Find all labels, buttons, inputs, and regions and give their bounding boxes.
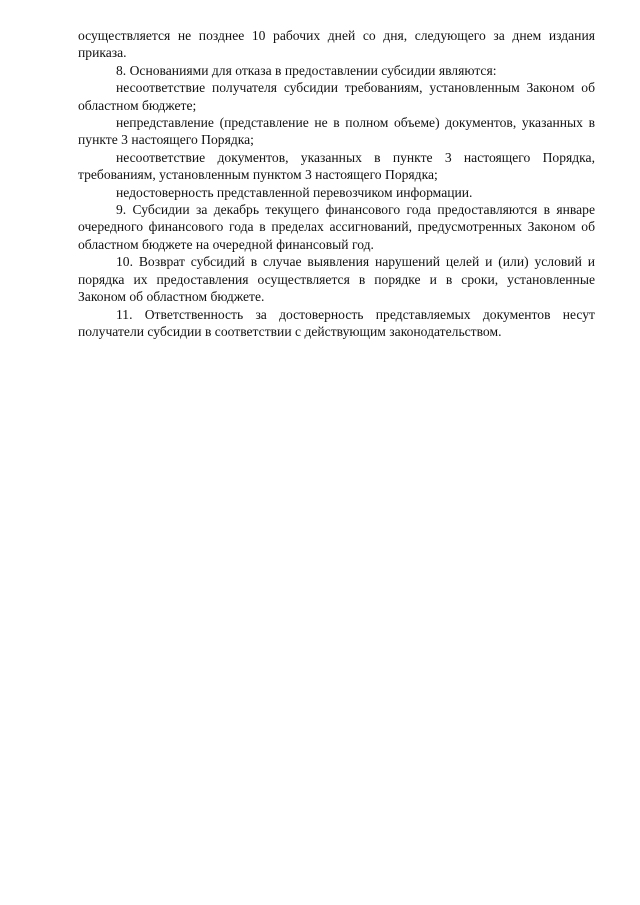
paragraph-reason-documents-mismatch: несоответствие документов, указанных в пункте 3 настоящего Порядка, требованиям, установленным пунктом 3 настоящего Порядка;: [78, 149, 595, 183]
paragraph-reason-nonsubmission: непредставление (представление не в полном объеме) документов, указанных в пункте 3 настоящего Порядка;: [78, 115, 595, 148]
paragraph-item-8: 8. Основаниями для отказа в предоставлении субсидии являются:: [116, 62, 497, 78]
paragraph-item-11: 11. Ответственность за достоверность представляемых документов несут получатели субсидии в соответствии с действующим законодательством.: [78, 306, 595, 339]
paragraph-item-10: 10. Возврат субсидий в случае выявления нарушений целей и (или) условий и порядка их предоставления осуществляется в порядке и в сроки, установленные Законом об областном бюджете.: [78, 254, 595, 305]
document-page: [78, 27, 595, 340]
paragraph-continuation: осуществляется не позднее 10 рабочих дней со дня, следующего за днем издания приказа.: [78, 28, 595, 61]
paragraph-reason-unreliable-info: недостоверность представленной перевозчиком информации.: [116, 184, 473, 200]
paragraph-item-9: 9. Субсидии за декабрь текущего финансового года предоставляются в январе очередного финансового года в пределах ассигнований, предусмотренных Законом об областном бюджете на очередной финансовый год.: [78, 202, 595, 252]
paragraph-reason-noncompliance: несоответствие получателя субсидии требованиям, установленным Законом об областном бюджете;: [78, 80, 595, 113]
